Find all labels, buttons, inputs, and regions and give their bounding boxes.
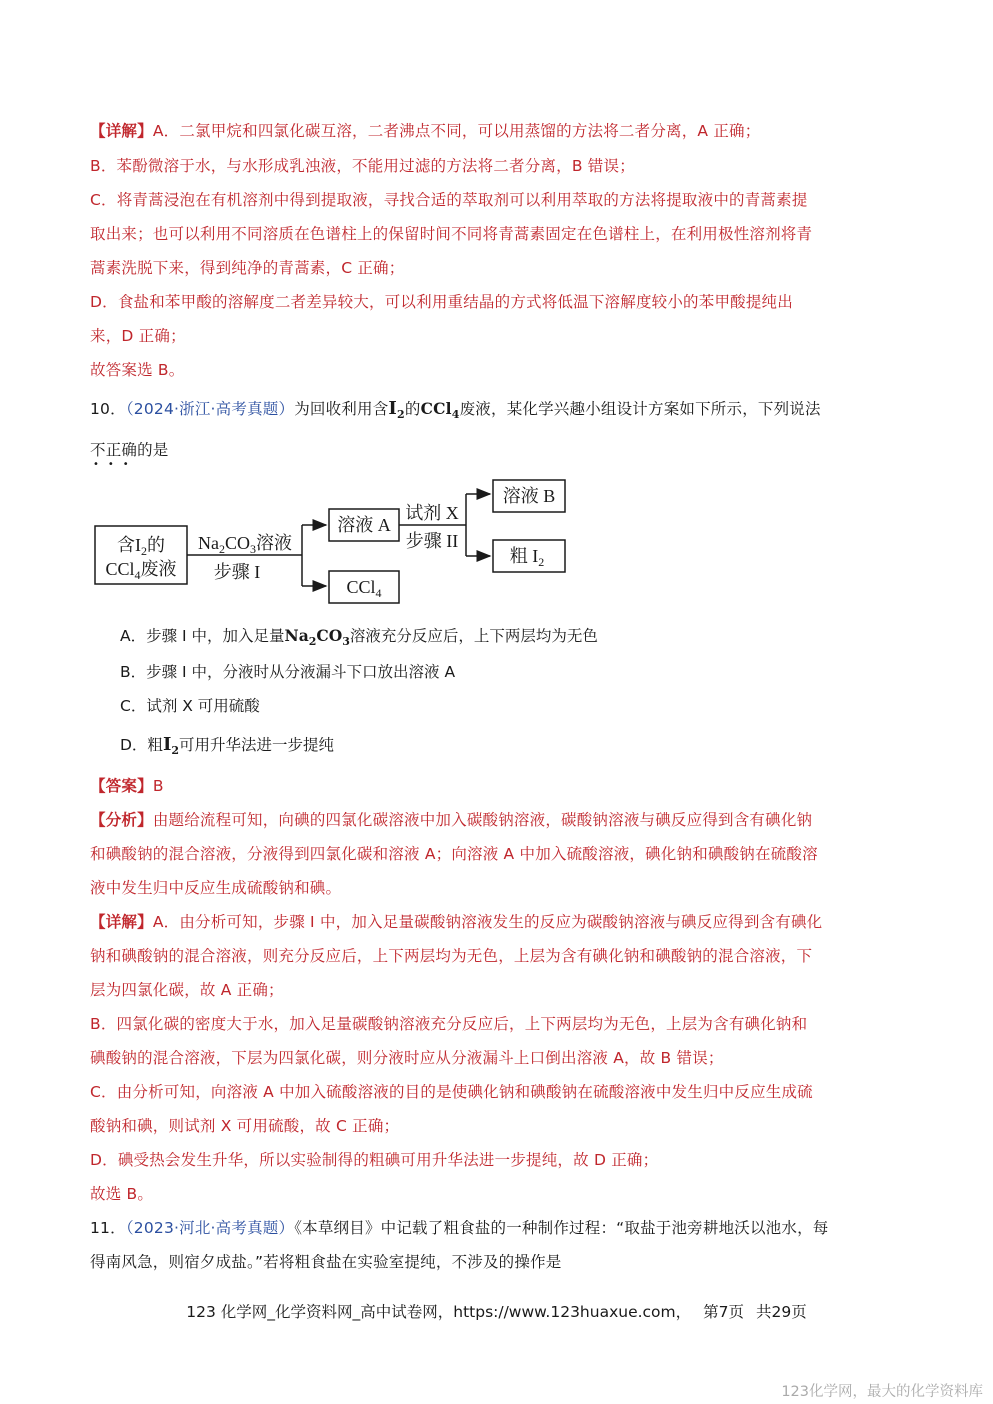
option-d: D．粗$I_2$可用升华法进一步提纯 [120, 734, 335, 757]
detail-2-line-f: C．由分析可知，向溶液 A 中加入硫酸溶液的目的是使碘化钠和碘酸钠在硫酸溶液中发生归中反应生成硫 [90, 1083, 813, 1101]
detail-1-line-g: 来，D 正确； [90, 327, 186, 345]
analysis-line-b: 和碘酸钠的混合溶液，分液得到四氯化碳和溶液 A；向溶液 A 中加入硫酸溶液，碘化钠和碘酸钠在硫酸溶 [90, 845, 818, 863]
option-a: A．步骤 I 中，加入足量$Na_2CO_3$溶液充分反应后，上下两层均为无色 [120, 626, 598, 648]
option-b: B．步骤 I 中，分液时从分液漏斗下口放出溶液 A [120, 663, 456, 681]
start-label-line2: CCl$_4$废液 [105, 559, 177, 582]
solution-b-label: 溶液 B [502, 486, 556, 506]
question-11-stem-line2: 得南风急，则宿夕成盐。”若将粗食盐在实验室提纯，不涉及的操作是 [90, 1253, 562, 1271]
ccl4-label: CCl$_4$ [346, 577, 382, 600]
answer-tag: 【答案】 [90, 777, 153, 795]
question-source: （2024·浙江·高考真题） [125, 400, 295, 418]
footer-page-total: 共29页 [756, 1303, 807, 1321]
question-10-stem-line2: 不正确的是 [90, 441, 169, 459]
solution-a-label: 溶液 A [337, 515, 391, 535]
stem-text: 为回收利用含 [294, 400, 389, 418]
detail-2-final: 故选 B。 [90, 1185, 154, 1203]
question-number: 11． [90, 1219, 126, 1237]
analysis-line-c: 液中发生归中反应生成硫酸钠和碘。 [90, 879, 342, 897]
option-c: C．试剂 X 可用硫酸 [120, 697, 260, 715]
analysis-line-a: 【分析】由题给流程可知，向碘的四氯化碳溶液中加入碳酸钠溶液，碳酸钠溶液与碘反应得到含有碘化钠 [90, 811, 813, 829]
question-10-stem [90, 399, 821, 419]
watermark: 123化学网，最大的化学资料库 [781, 1384, 983, 1400]
detail-1-line-e: 蒿素洗脱下来，得到纯净的青蒿素，C 正确； [90, 259, 405, 277]
emphasis-dots: ••• [93, 459, 138, 470]
detail-1-line-d: 取出来；也可以利用不同溶质在色谱柱上的保留时间不同将青蒿素固定在色谱柱上，在利用极性溶剂将青 [90, 225, 813, 243]
answer-line [90, 776, 164, 796]
detail-1-line-b: B．苯酚微溶于水，与水形成乳浊液，不能用过滤的方法将二者分离，B 错误； [90, 157, 635, 175]
detail-2-line-g: 酸钠和碘，则试剂 X 可用硫酸，故 C 正确； [90, 1117, 400, 1135]
reagent-x-label: 试剂 X [405, 503, 459, 523]
step1-label: 步骤 I [213, 562, 261, 582]
detail-1-answer: 故答案选 B。 [90, 361, 185, 379]
chem-ccl4: CCl$_4$ [420, 399, 460, 421]
footer-page-number: 第7页 [703, 1303, 745, 1321]
chem-i2: $I_2$ [388, 398, 405, 421]
answer-value: B [152, 777, 164, 795]
question-number: 10． [90, 400, 126, 418]
detail-2-line-e: 碘酸钠的混合溶液，下层为四氯化碳，则分液时应从分液漏斗上口倒出溶液 A，故 B 错误； [90, 1049, 724, 1067]
crude-i2-label: 粗 $I_2$ [509, 546, 545, 569]
question-source: （2023·河北·高考真题） [125, 1219, 295, 1237]
detail-2-line-d: B．四氯化碳的密度大于水，加入足量碳酸钠溶液充分反应后，上下两层均为无色，上层为含有碘化钠和 [90, 1015, 808, 1033]
chem-na2co3: $Na_2CO_3$ [284, 626, 350, 648]
detail-1-line-a [90, 121, 760, 141]
stem-text: 的 [404, 400, 421, 418]
detail-tag: 【详解】 [90, 913, 153, 931]
start-label-line1: 含$I_2$的 [117, 535, 165, 558]
detail-text: A．二氯甲烷和四氯化碳互溶，二者沸点不同，可以用蒸馏的方法将二者分离，A 正确； [152, 122, 761, 140]
stem-text: 废液，某化学兴趣小组设计方案如下所示，下列说法 [459, 400, 821, 418]
footer-site: 123 化学网_化学资料网_高中试卷网，https://www.123huaxue.com， [186, 1303, 692, 1321]
detail-2-line-b: 钠和碘酸钠的混合溶液，则充分反应后，上下两层均为无色，上层为含有碘化钠和碘酸钠的混合溶液，下 [90, 947, 813, 965]
detail-2-line-a: 【详解】A．由分析可知，步骤 I 中，加入足量碳酸钠溶液发生的反应为碳酸钠溶液与碘反应得到含有碘化 [90, 913, 823, 931]
detail-1-line-f: D．食盐和苯甲酸的溶解度二者差异较大，可以利用重结晶的方式将低温下溶解度较小的苯甲酸提纯出 [90, 293, 793, 311]
question-11-stem: 11．（2023·河北·高考真题）《本草纲目》中记载了粗食盐的一种制作过程：“取盐于池旁耕地沃以池水，每 [90, 1219, 829, 1237]
step2-label: 步骤 II [405, 531, 459, 551]
detail-2-line-h: D．碘受热会发生升华，所以实验制得的粗碘可用升华法进一步提纯，故 D 正确； [90, 1151, 659, 1169]
detail-tag: 【详解】 [90, 122, 153, 140]
chem-i2: $I_2$ [162, 734, 180, 757]
step1-reagent: $Na_2CO_3$溶液 [197, 533, 293, 556]
analysis-tag: 【分析】 [90, 811, 153, 829]
flow-diagram [90, 478, 580, 610]
page-footer [0, 1300, 993, 1322]
detail-1-line-c: C．将青蒿浸泡在有机溶剂中得到提取液，寻找合适的萃取剂可以利用萃取的方法将提取液中的青蒿素提 [90, 191, 808, 209]
detail-2-line-c: 层为四氯化碳，故 A 正确； [90, 981, 284, 999]
